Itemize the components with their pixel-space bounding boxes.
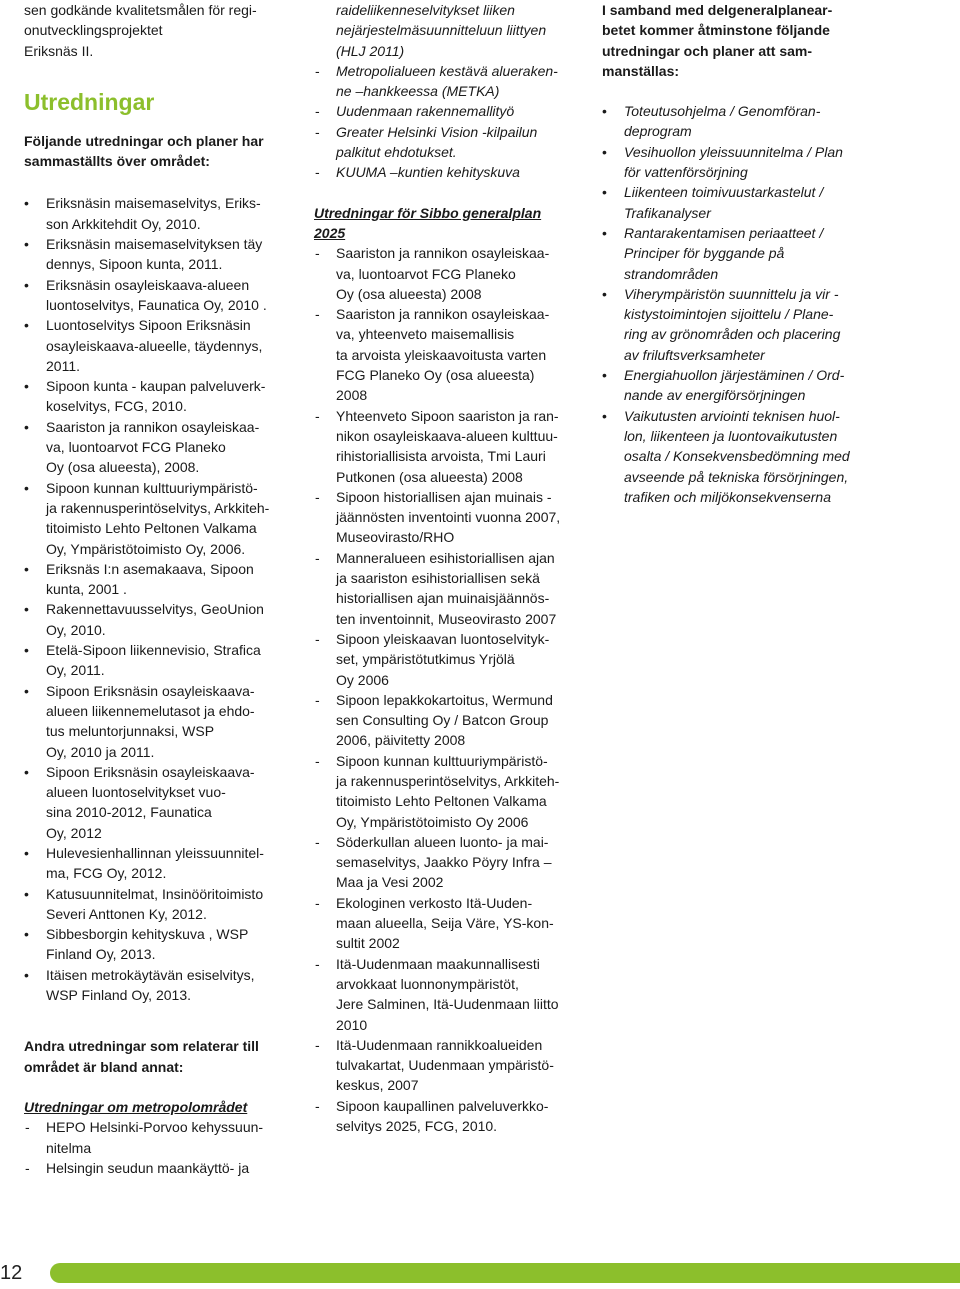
sibbo-list [314, 243, 582, 1136]
list-item: - Greater Helsinki Vision -kilpailun palkitut ehdotukset. [314, 122, 582, 163]
list-item: • Luontoselvitys Sipoon Eriksnäsin osayleiskaava-alueelle, täydennys, 2011. [24, 315, 294, 376]
list-item: - Metropolialueen kestävä alueraken- ne –hankkeessa (METKA) [314, 61, 582, 102]
list-item: • Etelä-Sipoon liikennevisio, Strafica Oy, 2011. [24, 640, 294, 681]
list-item: - Saariston ja rannikon osayleiskaa- va, luontoarvot FCG Planeko Oy (osa alueesta) 2008 [314, 243, 582, 304]
list-item: • Itäisen metrokäytävän esiselvitys, WSP Finland Oy, 2013. [24, 965, 294, 1006]
lead-heading: Följande utredningar och planer har sammaställts över området: [24, 132, 264, 170]
list-item: - Helsingin seudun maankäyttö- ja [24, 1158, 294, 1178]
intro-text: sen godkände kvalitetsmålen för regi- onutvecklingsprojektet Eriksnäs II. [24, 2, 257, 59]
list-item: • Vaikutusten arviointi teknisen huol- lon, liikenteen ja luontovaikutusten osalta / Konsekvensbedömning med avseende på tekniska försörjningen, trafiken och miljökonsekvenserna [602, 406, 872, 507]
column-middle [314, 0, 582, 1136]
list-item: - Itä-Uudenmaan rannikkoalueiden tulvakartat, Uudenmaan ympäristö- keskus, 2007 [314, 1035, 582, 1096]
footer-accent-bar [50, 1263, 960, 1283]
list-item: • Eriksnäsin maisemaselvitys, Eriks- son Arkkitehdit Oy, 2010. [24, 193, 294, 234]
list-item: • Eriksnäsin osayleiskaava-alueen luontoselvitys, Faunatica Oy, 2010 . [24, 275, 294, 316]
list-item: - Uudenmaan rakennemallityö [314, 101, 582, 121]
list-item: - Söderkullan alueen luonto- ja mai- semaselvitys, Jaakko Pöyry Infra – Maa ja Vesi 2002 [314, 832, 582, 893]
metro-list-continued [314, 61, 582, 183]
column-left [24, 0, 294, 1178]
planned-list [602, 101, 872, 507]
page-number: 12 [0, 1262, 23, 1284]
sibbo-heading: Utredningar för Sibbo generalplan 2025 [314, 204, 542, 241]
list-item: - Sipoon yleiskaavan luontoselvityk- set, ympäristötutkimus Yrjölä Oy 2006 [314, 629, 582, 690]
study-list [24, 193, 294, 1005]
list-item: - Ekologinen verkosto Itä-Uuden- maan alueella, Seija Väre, YS-kon- sultit 2002 [314, 893, 582, 954]
list-item: • Sipoon kunnan kulttuuriympäristö- ja rakennusperintöselvitys, Arkkiteh- titoimisto Lehto Peltonen Valkama Oy, Ympäristötoimisto Oy, 2006. [24, 478, 294, 559]
list-item: • Viherympäristön suunnittelu ja vir - kistystoimintojen sijoittelu / Plane- ring av grönområden och placering av friluftsverksamheter [602, 284, 872, 365]
other-studies-heading: Andra utredningar som relaterar till området är bland annat: [24, 1038, 259, 1075]
list-item: - Sipoon kunnan kulttuuriympäristö- ja rakennusperintöselvitys, Arkkiteh- titoimisto Lehto Peltonen Valkama Oy, Ympäristötoimisto Oy 2006 [314, 751, 582, 832]
list-item: • Saariston ja rannikon osayleiskaa- va, luontoarvot FCG Planeko Oy (osa alueesta), 2008. [24, 417, 294, 478]
list-item: - Sipoon kaupallinen palveluverkko- selvitys 2025, FCG, 2010. [314, 1096, 582, 1137]
list-item: - HEPO Helsinki-Porvoo kehyssuun- nitelma [24, 1117, 294, 1158]
list-item: • Eriksnäs I:n asemakaava, Sipoon kunta, 2001 . [24, 559, 294, 600]
list-item: - Itä-Uudenmaan maakunnallisesti arvokkaat luonnonympäristöt, Jere Salminen, Itä-Uudenmaan liitto 2010 [314, 954, 582, 1035]
list-item: • Eriksnäsin maisemaselvityksen täy dennys, Sipoon kunta, 2011. [24, 234, 294, 275]
list-item: • Sipoon Eriksnäsin osayleiskaava- alueen liikennemelutasot ja ehdo- tus meluntorjunnaksi, WSP Oy, 2010 ja 2011. [24, 681, 294, 762]
list-item: • Energiahuollon järjestäminen / Ord- nande av energiförsörjningen [602, 365, 872, 406]
list-item: - Yhteenveto Sipoon saariston ja ran- nikon osayleiskaava-alueen kulttuu- rihistoriallisista arvoista, Tmi Lauri Putkonen (osa alueesta) 2008 [314, 406, 582, 487]
list-item: • Vesihuollon yleissuunnitelma / Plan för vattenförsörjning [602, 142, 872, 183]
list-item: • Toteutusohjelma / Genomföran- deprogram [602, 101, 872, 142]
list-item: • Sipoon kunta - kaupan palveluverk- koselvitys, FCG, 2010. [24, 376, 294, 417]
list-item: - KUUMA –kuntien kehityskuva [314, 162, 582, 182]
metro-list [24, 1117, 294, 1178]
list-item: • Sipoon Eriksnäsin osayleiskaava- alueen luontoselvitykset vuo- sina 2010-2012, Faunatica Oy, 2012 [24, 762, 294, 843]
list-item: - Sipoon lepakkokartoitus, Wermund sen Consulting Oy / Batcon Group 2006, päivitetty 2008 [314, 690, 582, 751]
continued-text: raideliikenneselvitykset liiken nejärjestelmäsuunnitteluun liittyen (HLJ 2011) [336, 2, 547, 59]
list-item: • Hulevesienhallinnan yleissuunnitel- ma, FCG Oy, 2012. [24, 843, 294, 884]
section-heading: Utredningar [24, 88, 155, 115]
planned-studies-heading: I samband med delgeneralplanear- betet kommer åtminstone följande utredningar och planer att sam- manställas: [602, 2, 833, 79]
list-item: • Rantarakentamisen periaatteet / Principer för byggande på strandområden [602, 223, 872, 284]
list-item: - Saariston ja rannikon osayleiskaa- va, yhteenveto maisemallisis ta arvoista yleiskaavoitusta varten FCG Planeko Oy (osa alueesta) 2008 [314, 304, 582, 405]
list-item: - Manneralueen esihistoriallisen ajan ja saariston esihistoriallisen sekä historiallisen ajan muinaisjäännös- ten inventoinnit, Museovirasto 2007 [314, 548, 582, 629]
list-item: • Liikenteen toimivuustarkastelut / Trafikanalyser [602, 182, 872, 223]
list-item: - Sipoon historiallisen ajan muinais - jäännösten inventointi vuonna 2007, Museovirasto/RHO [314, 487, 582, 548]
metro-heading: Utredningar om metropolområdet [24, 1098, 248, 1115]
list-item: • Katusuunnitelmat, Insinööritoimisto Severi Anttonen Ky, 2012. [24, 884, 294, 925]
list-item: • Rakennettavuusselvitys, GeoUnion Oy, 2010. [24, 599, 294, 640]
list-item: • Sibbesborgin kehityskuva , WSP Finland Oy, 2013. [24, 924, 294, 965]
column-right [602, 0, 872, 507]
